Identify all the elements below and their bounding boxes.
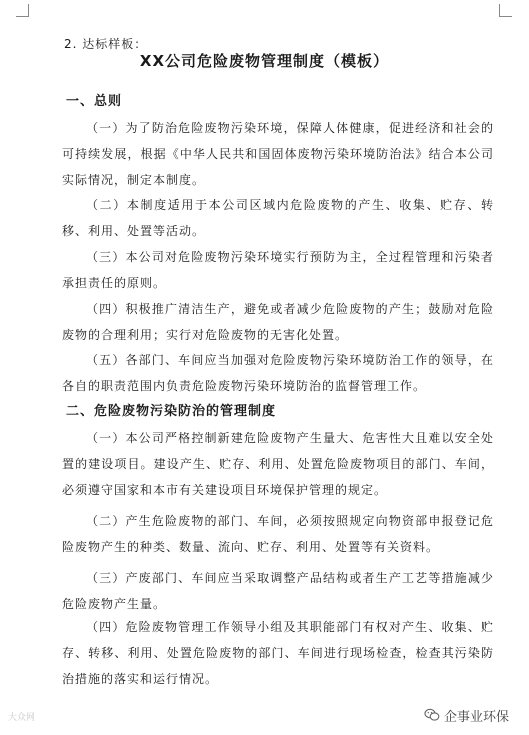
crop-mark-top-right (499, 4, 512, 17)
section-heading-general: 一、总则 (66, 94, 123, 109)
paragraph: （二）本制度适用于本公司区域内危险废物的产生、收集、贮存、转移、利用、处置等活动。 (62, 198, 494, 238)
watermark-left: 大众网 (8, 713, 36, 723)
section-heading-management: 二、危险废物污染防治的管理制度 (66, 404, 277, 419)
paragraph: （三）产废部门、车间应当采取调整产品结构或者生产工艺等措施减少危险废物产生量。 (62, 571, 494, 611)
paragraph: （三）本公司对危险废物污染环境实行预防为主，全过程管理和污染者承担责任的原则。 (62, 250, 494, 290)
paragraph: （五）各部门、车间应当加强对危险废物污染环境防治工作的领导，在各自的职责范围内负责危险废物污染环境防治的监督管理工作。 (62, 353, 494, 393)
watermark-account-name: 企事业环保 (444, 709, 510, 725)
paragraph: （一）为了防治危险废物污染环境，保障人体健康，促进经济和社会的可持续发展，根据《中华人民共和国固体废物污染环境防治法》结合本公司实际情况，制定本制度。 (62, 121, 494, 187)
crop-mark-top-left (16, 4, 29, 17)
paragraph: （二）产生危险废物的部门、车间，必须按照规定向物资部申报登记危险废物产生的种类、数量、流向、贮存、利用、处置等有关资料。 (62, 514, 494, 554)
paragraph: （四）危险废物管理工作领导小组及其职能部门有权对产生、收集、贮存、转移、利用、处置危险废物的部门、车间进行现场检查，检查其污染防治措施的落实和运行情况。 (62, 620, 494, 686)
paragraph: （四）积极推广清洁生产，避免或者减少危险废物的产生；鼓励对危险废物的合理利用；实行对危险废物的无害化处置。 (62, 302, 494, 342)
paragraph: （一）本公司严格控制新建危险废物产生量大、危害性大且难以安全处置的建设项目。建设产生、贮存、利用、处置危险废物项目的部门、车间，必须遵守国家和本市有关建设项目环境保护管理的规定。 (62, 431, 494, 497)
list-label: 2. 达标样板： (64, 37, 148, 51)
watermark-right (424, 704, 509, 726)
wechat-icon (424, 707, 440, 723)
document-title: XX公司危险废物管理制度（模板） (139, 52, 390, 70)
